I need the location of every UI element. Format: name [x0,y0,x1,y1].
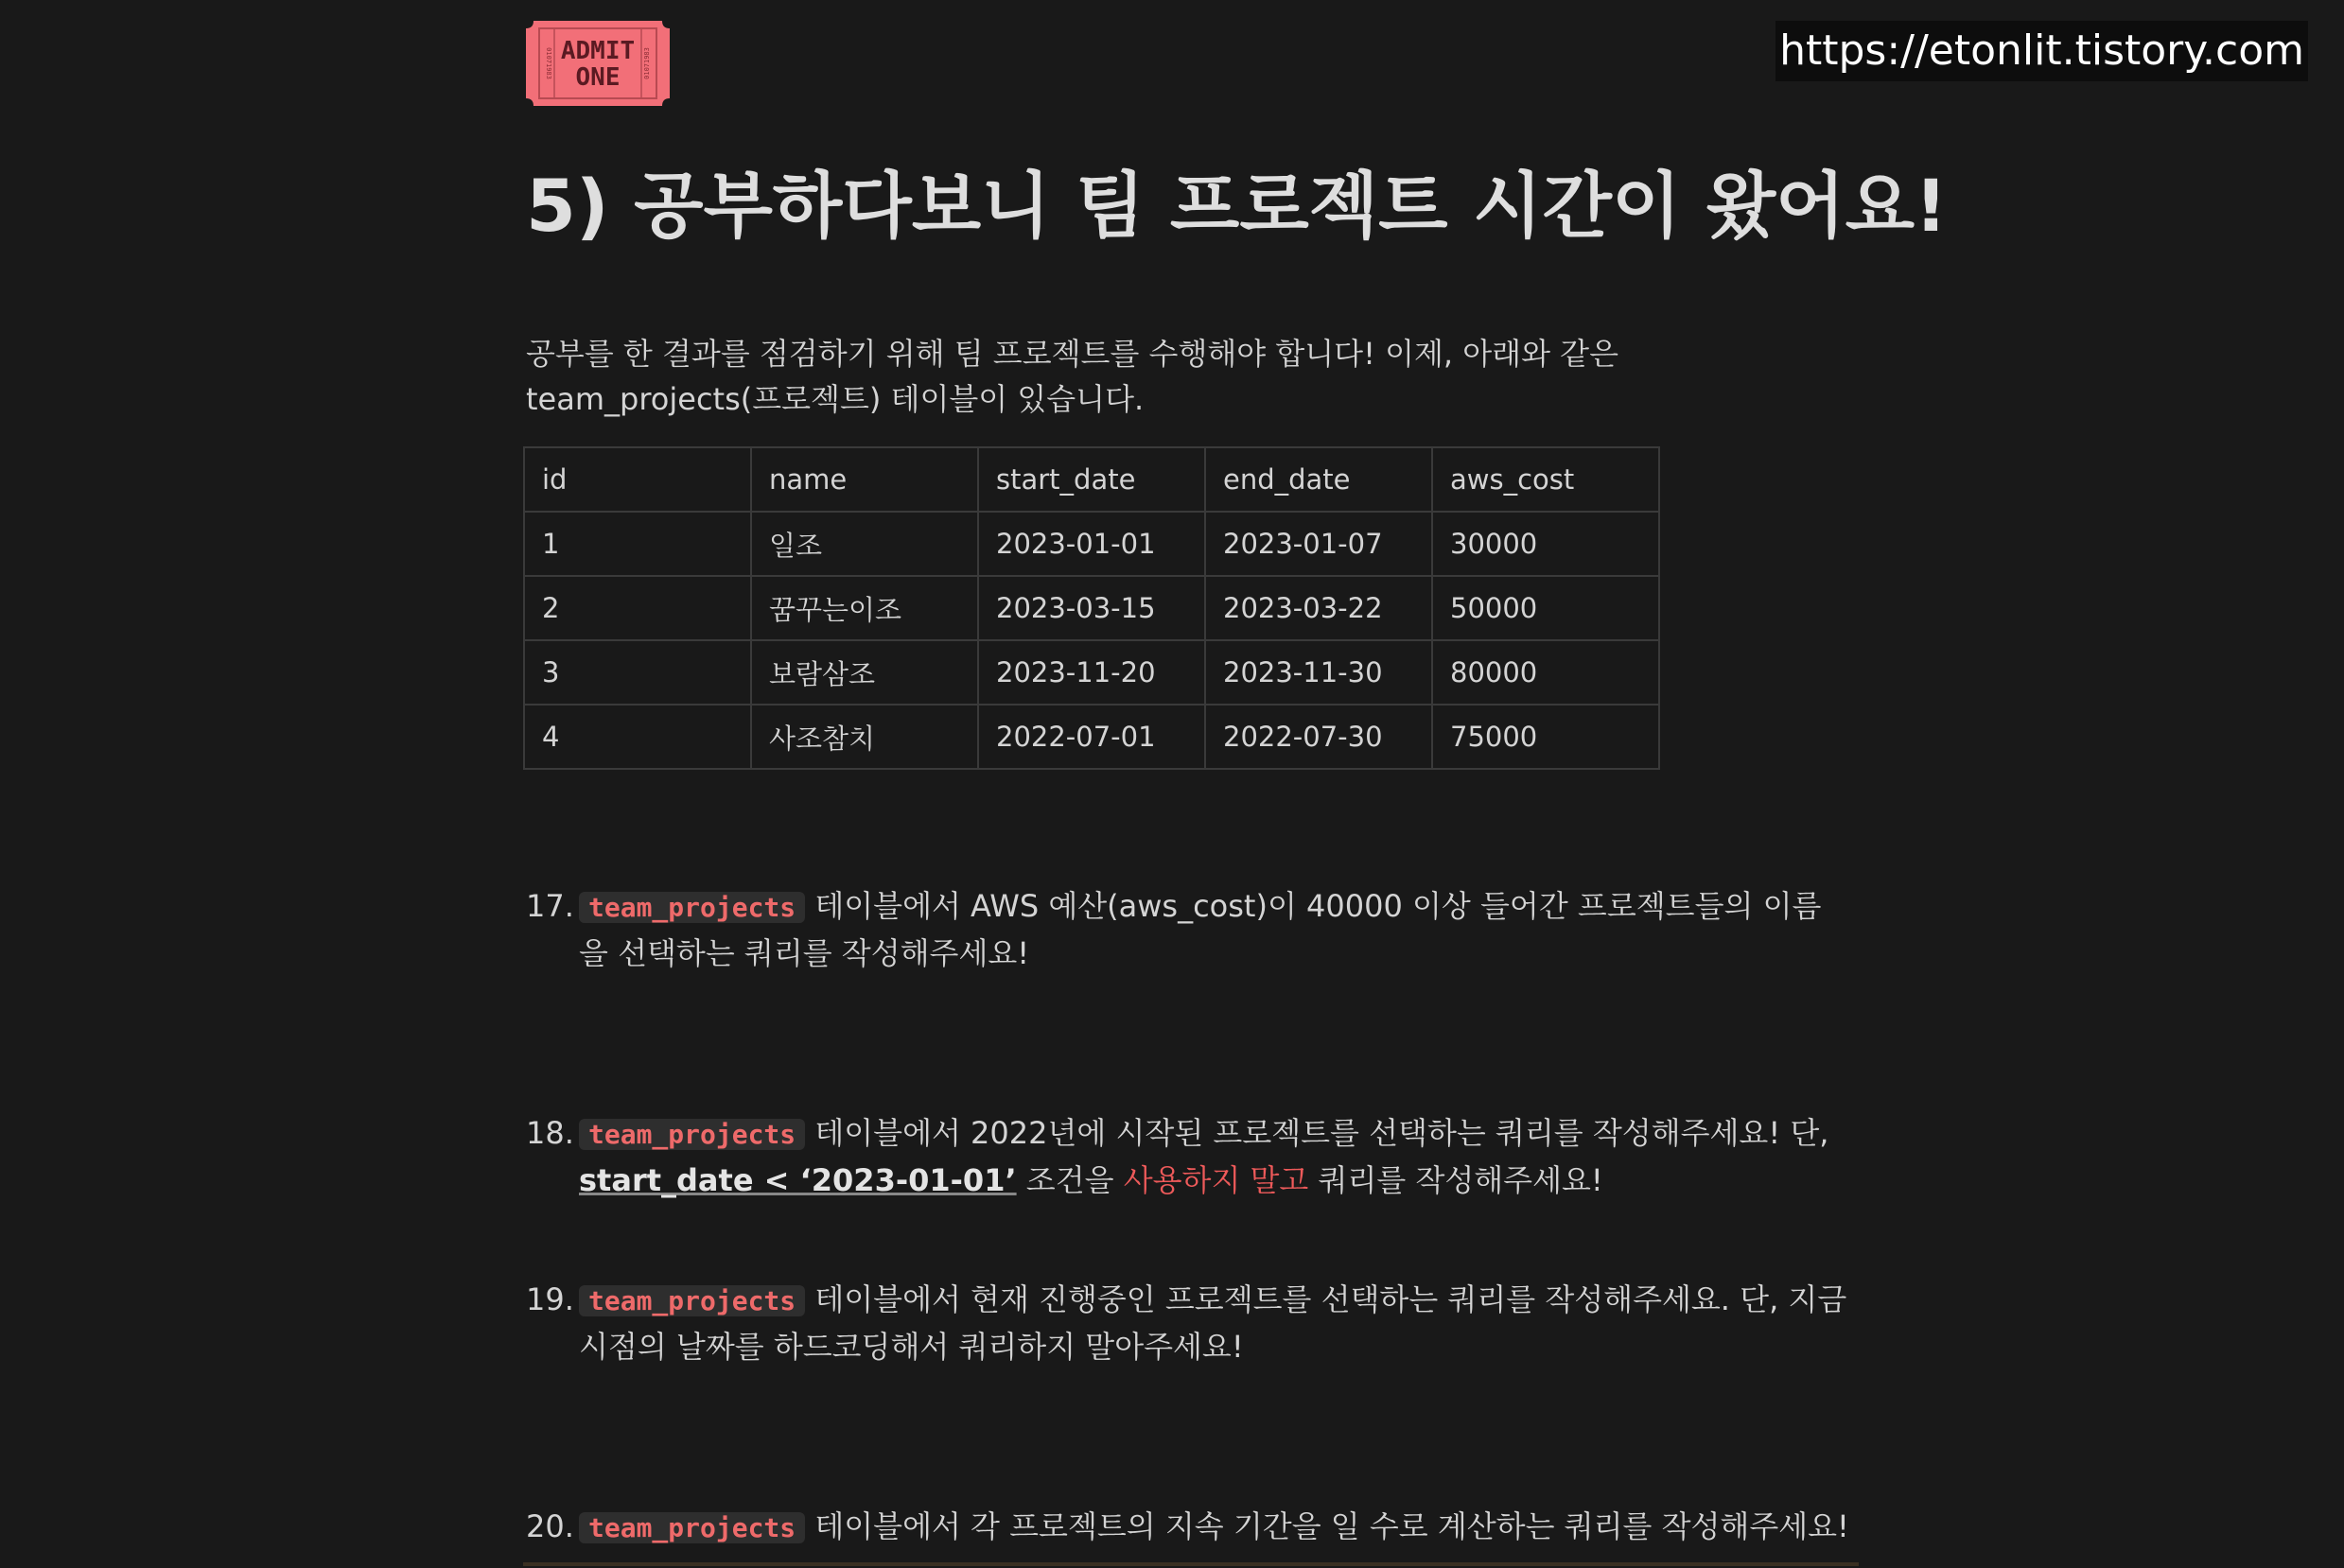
table-cell: 사조참치 [751,705,978,769]
question-text: 테이블에서 AWS 예산(aws_cost)이 40000 이상 들어간 프로젝트들의 이름을 선택하는 쿼리를 작성해주세요! [579,888,1822,971]
question-18 [526,1110,1850,1203]
intro-paragraph: 공부를 한 결과를 점검하기 위해 팀 프로젝트를 수행해야 합니다! 이제, 아래와 같은 team_projects(프로젝트) 테이블이 있습니다. [526,336,1618,417]
column-header: name [751,447,978,512]
table-cell: 보람삼조 [751,640,978,705]
table-cell: 2023-01-07 [1205,512,1432,576]
inline-code: team_projects [579,1512,805,1543]
watermark-url: https://etonlit.tistory.com [1775,21,2308,81]
question-text: 테이블에서 현재 진행중인 프로젝트를 선택하는 쿼리를 작성해주세요. 단, 지금 시점의 날짜를 하드코딩해서 쿼리하지 말아주세요! [579,1281,1847,1365]
question-number: 19. [526,1281,574,1317]
table-cell: 4 [524,705,751,769]
table-cell: 일조 [751,512,978,576]
table-cell: 2023-03-22 [1205,576,1432,640]
table-cell: 꿈꾸는이조 [751,576,978,640]
question-number: 20. [526,1508,574,1544]
emphasized-condition: start_date < ‘2023-01-01’ [579,1162,1017,1198]
divider [523,1562,1859,1566]
table-row [524,576,1659,640]
inline-code: team_projects [579,892,805,923]
ticket-serial-right: 01071983 [643,47,651,79]
column-header: end_date [1205,447,1432,512]
table-cell: 3 [524,640,751,705]
column-header: start_date [978,447,1205,512]
table-row [524,705,1659,769]
ticket-line2: ONE [575,63,621,92]
red-emphasis: 사용하지 말고 [1123,1162,1309,1198]
column-header: id [524,447,751,512]
question-number: 17. [526,888,574,924]
table-cell: 2023-11-30 [1205,640,1432,705]
table-cell: 75000 [1432,705,1659,769]
admit-one-ticket-icon [526,21,670,106]
table-cell: 2023-11-20 [978,640,1205,705]
question-17 [526,883,1850,976]
team-projects-table [523,446,1660,770]
table-cell: 80000 [1432,640,1659,705]
table-cell: 1 [524,512,751,576]
table-header-row [524,447,1659,512]
page-title: 5) 공부하다보니 팀 프로젝트 시간이 왔어요! [526,164,1948,248]
ticket-line1: ADMIT [560,37,636,65]
question-text: 쿼리를 작성해주세요! [1308,1162,1603,1198]
table-cell: 2022-07-01 [978,705,1205,769]
question-19 [526,1277,1850,1369]
table-cell: 2023-01-01 [978,512,1205,576]
question-20 [526,1504,1850,1551]
ticket-serial-left: 01071983 [545,47,552,79]
table-cell: 30000 [1432,512,1659,576]
inline-code: team_projects [579,1119,805,1150]
column-header: aws_cost [1432,447,1659,512]
question-number: 18. [526,1115,574,1151]
question-text: 테이블에서 2022년에 시작된 프로젝트를 선택하는 쿼리를 작성해주세요! 단, [805,1115,1829,1151]
table-cell: 50000 [1432,576,1659,640]
inline-code: team_projects [579,1285,805,1316]
table-row [524,640,1659,705]
table-cell: 2 [524,576,751,640]
table-row [524,512,1659,576]
question-text: 조건을 [1016,1162,1124,1198]
question-text: 테이블에서 각 프로젝트의 지속 기간을 일 수로 계산하는 쿼리를 작성해주세요! [805,1508,1849,1544]
table-cell: 2023-03-15 [978,576,1205,640]
table-cell: 2022-07-30 [1205,705,1432,769]
